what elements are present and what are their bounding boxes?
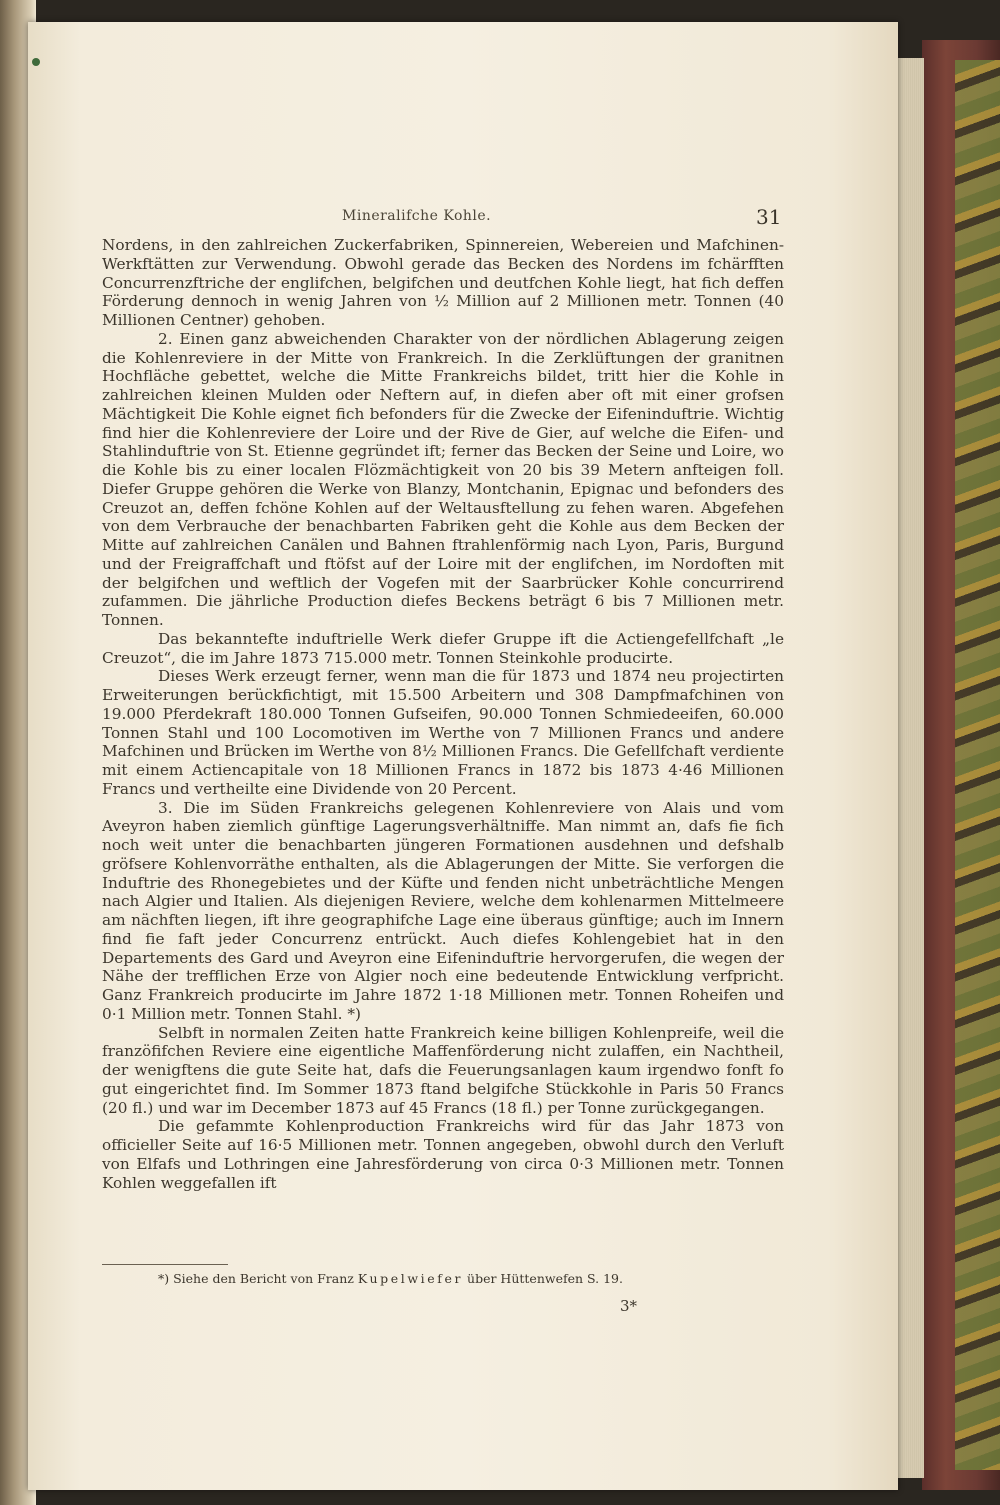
- ribbon-marker: [32, 58, 40, 66]
- page-number: 31: [756, 205, 782, 229]
- paragraph-werk: Dieses Werk erzeugt ferner, wenn man die für 1873 und 1874 neu projectirten Erweiterungen berückfichtigt, mit 15.500 Arbeitern und 308 Dampfmafchinen von 19.000 Pferdekraft 180.000 Tonnen Gufseifen, 90.000 Tonnen Schmiedeeifen, 60.000 Tonnen Stahl und 100 Locomotiven im Werthe von 7 Millionen Francs und andere Mafchinen und Brücken im Werthe von 8½ Millionen Francs. Die Gefellfchaft verdiente mit einem Actiencapitale von 18 Millionen Francs in 1872 bis 1873 4·46 Millionen Francs und vertheilte eine Dividende von 20 Percent.: [102, 667, 784, 798]
- paragraph-mitte: 2. Einen ganz abweichenden Charakter von der nördlichen Ablagerung zeigen die Kohlenreviere in der Mitte von Frankreich. In die Zerklüftungen der granitnen Hochfläche gebettet, welche die Mitte Frankreichs bildet, tritt hier die Kohle in zahlreichen kleinen Mulden oder Neftern auf, in diefen aber oft mit einer grofsen Mächtigkeit Die Kohle eignet fich befonders für die Zwecke der Eifeninduftrie. Wichtig find hier die Kohlenreviere der Loire und der Rive de Gier, auf welche die Eifen- und Stahlinduftrie von St. Etienne gegründet ift; ferner das Becken der Seine und Loire, wo die Kohle bis zu einer localen Flözmächtigkeit von 20 bis 39 Metern anfteigen foll. Diefer Gruppe gehören die Werke von Blanzy, Montchanin, Epignac und befonders des Creuzot an, deffen fchöne Kohlen auf der Weltausftellung zu fehen waren. Abgefehen von dem Verbrauche der benachbarten Fabriken geht die Kohle aus dem Becken der Mitte auf zahlreichen Canälen und Bahnen ftrahlenförmig nach Lyon, Paris, Burgund und der Freigraffchaft und ftöfst auf der Loire mit der englifchen, im Nordoften mit der belgifchen und weftlich der Vogefen mit der Saarbrücker Kohle concurrirend zufammen. Die jährliche Production diefes Beckens beträgt 6 bis 7 Millionen metr. Tonnen.: [102, 329, 784, 629]
- footnote-suffix: über Hüttenwefen S. 19.: [463, 1271, 623, 1286]
- paragraph-sueden: 3. Die im Süden Frankreichs gelegenen Kohlenreviere von Alais und vom Aveyron haben ziemlich günftige Lagerungsverhältniffe. Man nimmt an, dafs fie fich noch weit unter die benachbarten jüngeren Formationen ausdehnen und defshalb gröfsere Kohlenvorräthe enthalten, als die Ablagerungen der Mitte. Sie verforgen die Induftrie des Rhonegebietes und der Küfte und fenden nicht unbeträchtliche Mengen nach Algier und Italien. Als diejenigen Reviere, welche dem kohlenarmen Mittelmeere am nächften liegen, ift ihre geographifche Lage eine überaus günftige; auch im Innern find fie faft jeder Concurrenz entrückt. Auch diefes Kohlengebiet hat in den Departements des Gard und Aveyron eine Eifeninduftrie hervorgerufen, die wegen der Nähe der trefflichen Erze von Algier noch eine bedeutende Entwicklung verfpricht. Ganz Frankreich producirte im Jahre 1872 1·18 Millionen metr. Tonnen Roheifen und 0·1 Million metr. Tonnen Stahl. *): [102, 798, 784, 1023]
- footnote-prefix: *) Siehe den Bericht von Franz: [158, 1271, 358, 1286]
- paragraph-production: Die gefammte Kohlenproduction Frankreichs wird für das Jahr 1873 von officieller Seite auf 16·5 Millionen metr. Tonnen angegeben, obwohl durch den Verluft von Elfafs und Lothringen eine Jahresförderung von circa 0·3 Millionen metr. Tonnen Kohlen weggefallen ift: [102, 1117, 784, 1192]
- paragraph-creuzot: Das bekanntefte induftrielle Werk diefer Gruppe ift die Actiengefellfchaft „le Creuzot“, die im Jahre 1873 715.000 metr. Tonnen Steinkohle producirte.: [102, 629, 784, 667]
- marbled-edge: [955, 60, 1000, 1470]
- paragraph-nordens: Nordens, in den zahlreichen Zuckerfabriken, Spinnereien, Webereien und Mafchinen-Werkftätten zur Verwendung. Obwohl gerade das Becken des Nordens im fchärfften Concurrenzftriche der englifchen, belgifchen und deutfchen Kohle liegt, hat fich deffen Förderung dennoch in wenig Jahren von ½ Million auf 2 Millionen metr. Tonnen (40 Millionen Centner) gehoben.: [102, 236, 784, 329]
- footnote-rule: [102, 1264, 228, 1265]
- footnote-author: Kupelwiefer: [357, 1271, 464, 1286]
- book-page: [28, 22, 898, 1490]
- body-text: [102, 236, 784, 1192]
- footnote: [158, 1271, 623, 1286]
- signature-mark: 3*: [620, 1297, 638, 1315]
- running-head-title: Mineralifche Kohle.: [342, 208, 492, 224]
- running-head: [28, 205, 898, 229]
- paragraph-kohlenpreise: Selbft in normalen Zeiten hatte Frankreich keine billigen Kohlenpreife, weil die franzöfifchen Reviere eine eigentliche Maffenförderung nicht zulaffen, ein Nachtheil, der wenigftens die gute Seite hat, dafs die Feuerungsanlagen kaum irgendwo fonft fo gut eingerichtet find. Im Sommer 1873 ftand belgifche Stückkohle in Paris 50 Francs (20 fl.) und war im December 1873 auf 45 Francs (18 fl.) per Tonne zurückgegangen.: [102, 1023, 784, 1117]
- page-stack-edge: [898, 58, 924, 1478]
